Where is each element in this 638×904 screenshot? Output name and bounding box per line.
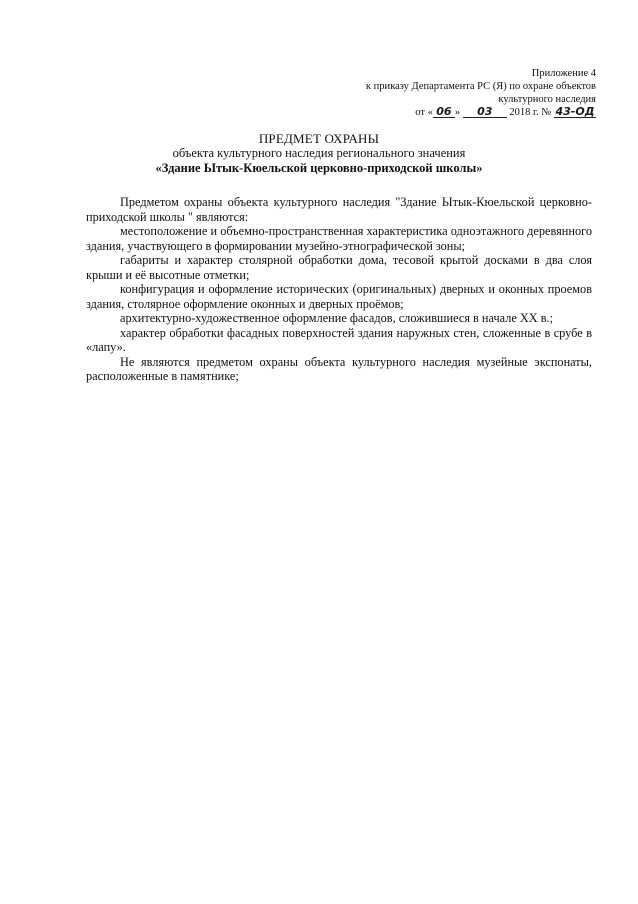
document-subheading: объекта культурного наследия регионального значения: [172, 146, 466, 160]
appendix-header: [296, 67, 596, 119]
appendix-order-reference: к приказу Департамента РС (Я) по охране объектов: [365, 81, 596, 92]
order-day-handwritten: 06: [433, 106, 455, 118]
order-date-quote: »: [454, 107, 461, 118]
order-date-line: [296, 106, 596, 119]
body-paragraph-openings: конфигурация и оформление исторических (оригинальных) дверных и оконных проемов здания, столярное оформление оконных и дверных проёмов;: [86, 282, 592, 311]
order-year-label: 2018 г. №: [509, 107, 552, 118]
body-paragraph-location: местоположение и объемно-пространственная характеристика одноэтажного деревянного здания, участвующего в формировании музейно-этнографической зоны;: [86, 224, 592, 253]
body-paragraph-exclusions: Не являются предметом охраны объекта культурного наследия музейные экспонаты, расположенные в памятнике;: [86, 354, 592, 383]
body-paragraph-dimensions: габариты и характер столярной обработки дома, тесовой крытой досками в два слоя крыши и её высотные отметки;: [86, 253, 592, 282]
document-title-block: [0, 131, 638, 176]
body-paragraph-walls: характер обработки фасадных поверхностей здания наружных стен, сложенные в срубе в «лапу».: [86, 325, 592, 354]
body-paragraph-facades: архитектурно-художественное оформление фасадов, сложившиеся в начале XX в.;: [120, 311, 554, 325]
document-heading: ПРЕДМЕТ ОХРАНЫ: [258, 131, 380, 146]
order-number-handwritten: 43-ОД: [555, 105, 595, 118]
document-body: [86, 195, 592, 384]
order-date-prefix: от «: [415, 107, 433, 118]
object-name-title: «Здание Ытык-Кюельской церковно-приходской школы»: [155, 161, 483, 175]
order-month-handwritten: 03: [463, 106, 507, 118]
appendix-department-suffix: культурного наследия: [498, 94, 596, 105]
appendix-number: Приложение 4: [531, 68, 596, 79]
body-paragraph-intro: Предметом охраны объекта культурного наследия "Здание Ытык-Кюельской церковно-приходской школы " являются:: [86, 195, 592, 224]
